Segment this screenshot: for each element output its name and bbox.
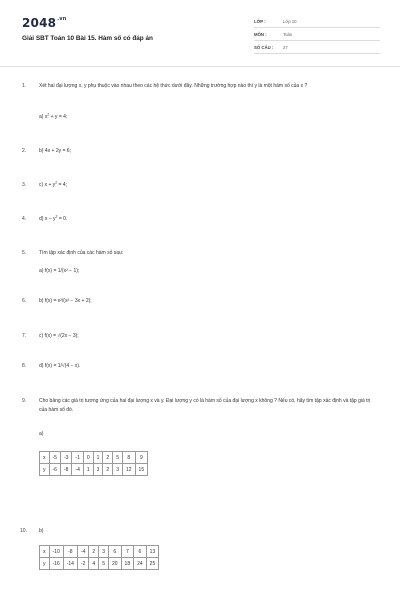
math-text: c) x + y [39,182,56,188]
table-cell: -4 [72,464,83,476]
table-cell: 4 [89,558,99,570]
page-header [0,0,400,68]
question-number: 3. [22,182,27,188]
question-number: 1. [22,83,27,89]
table-cell: -2 [77,558,88,570]
header-divider [0,66,400,67]
table-cell: -5 [49,452,60,464]
table-cell: 25 [146,558,159,570]
table-cell: 6 [108,546,121,558]
question-text [39,215,379,224]
table-cell: 8 [122,452,135,464]
table-cell: -1 [72,452,83,464]
table-cell: 18 [121,558,134,570]
logo-suffix: .vn [57,16,67,22]
table-cell: -8 [60,464,71,476]
question-subitem [39,113,67,122]
table-row-x [40,452,148,464]
table-cell: 6 [134,546,147,558]
table-cell: -8 [63,546,77,558]
table-cell: -3 [60,452,71,464]
table-cell: 5 [99,558,109,570]
question-number: 8. [22,363,27,369]
table-cell: 3 [93,464,103,476]
table-cell: 12 [122,464,135,476]
table-cell: 9 [135,452,148,464]
question-subitem: a) [39,431,44,437]
table-cell: 1 [83,464,93,476]
meta-label: MÔN : [254,32,267,37]
question-number: 10. [20,528,27,534]
values-table-a [39,451,148,476]
question-text: b) 4x + 2y = 6; [39,148,71,154]
meta-label: LỚP : [254,19,266,24]
question-text [39,181,379,190]
document-title: Giải SBT Toán 10 Bài 15. Hàm số có đáp án [22,35,153,42]
table-cell: 2 [103,464,113,476]
table-row-y [40,464,148,476]
table-cell: 13 [146,546,159,558]
meta-value: Lớp 10 [283,19,297,24]
question-number: 4. [22,216,27,222]
exponent: 3 [55,214,58,219]
question-number: 5. [22,250,27,256]
table-cell: 15 [135,464,148,476]
table-cell: 3 [113,464,123,476]
question-text: d) f(x) = 1/√(4 − x). [39,363,81,369]
question-number: 2. [22,148,27,154]
table-cell: y [40,464,50,476]
table-row-x [40,546,159,558]
table-cell: 2 [89,546,99,558]
table-cell: -4 [77,546,88,558]
table-cell: 1 [93,452,103,464]
table-row-y [40,558,159,570]
table-cell: 24 [134,558,147,570]
table-cell: 5 [113,452,123,464]
table-cell: 20 [108,558,121,570]
table-cell: 3 [99,546,109,558]
question-subitem: a) f(x) = 1/(x² − 1); [39,268,80,274]
subitem-text: a) x [39,114,48,120]
logo-text: 2048 [22,16,57,30]
question-text: Tìm tập xác định của các hàm số sau: [39,250,124,256]
question-number: 6. [22,298,27,304]
question-text: Cho bảng các giá trị tương ứng của hai đại lượng x và y. Đại lượng y có là hàm số của đại lượng x không ? Nếu có, hãy tìm tập xác định và tập giá trị của hàm số đó. [39,398,371,413]
table-cell: y [40,558,50,570]
table-cell: 7 [121,546,134,558]
question-text: c) f(x) = √(2x − 3); [39,333,79,339]
subitem-text: + y = 4; [49,114,68,120]
question-subitem: b) [39,528,44,534]
table-cell: x [40,546,50,558]
meta-value: Toán [283,32,293,37]
meta-class [254,16,380,28]
question-number: 7. [22,333,27,339]
math-text: = 0. [57,216,68,222]
table-cell: 0 [83,452,93,464]
meta-value: 27 [283,45,288,50]
values-table-b [39,545,159,570]
exponent: 2 [47,112,50,117]
math-text: = 4; [57,182,68,188]
site-logo[interactable] [22,16,67,30]
question-number: 9. [22,398,27,404]
question-text: b) f(x) = x²/(x² − 3x + 2); [39,298,92,304]
table-cell: -14 [63,558,77,570]
exponent: 2 [55,180,58,185]
meta-question-count [254,42,380,54]
meta-subject [254,29,380,41]
table-cell: -16 [49,558,63,570]
math-text: d) x − y [39,216,56,222]
question-text: Xét hai đại lượng x, y phụ thuộc vào nhau theo các hệ thức dưới đây. Những trường hợp nào thì y là một hàm số của x ? [39,83,308,89]
table-cell: -6 [49,464,60,476]
table-cell: 2 [103,452,113,464]
table-cell: -10 [49,546,63,558]
table-cell: x [40,452,50,464]
meta-label: SỐ CÂU : [254,45,274,50]
